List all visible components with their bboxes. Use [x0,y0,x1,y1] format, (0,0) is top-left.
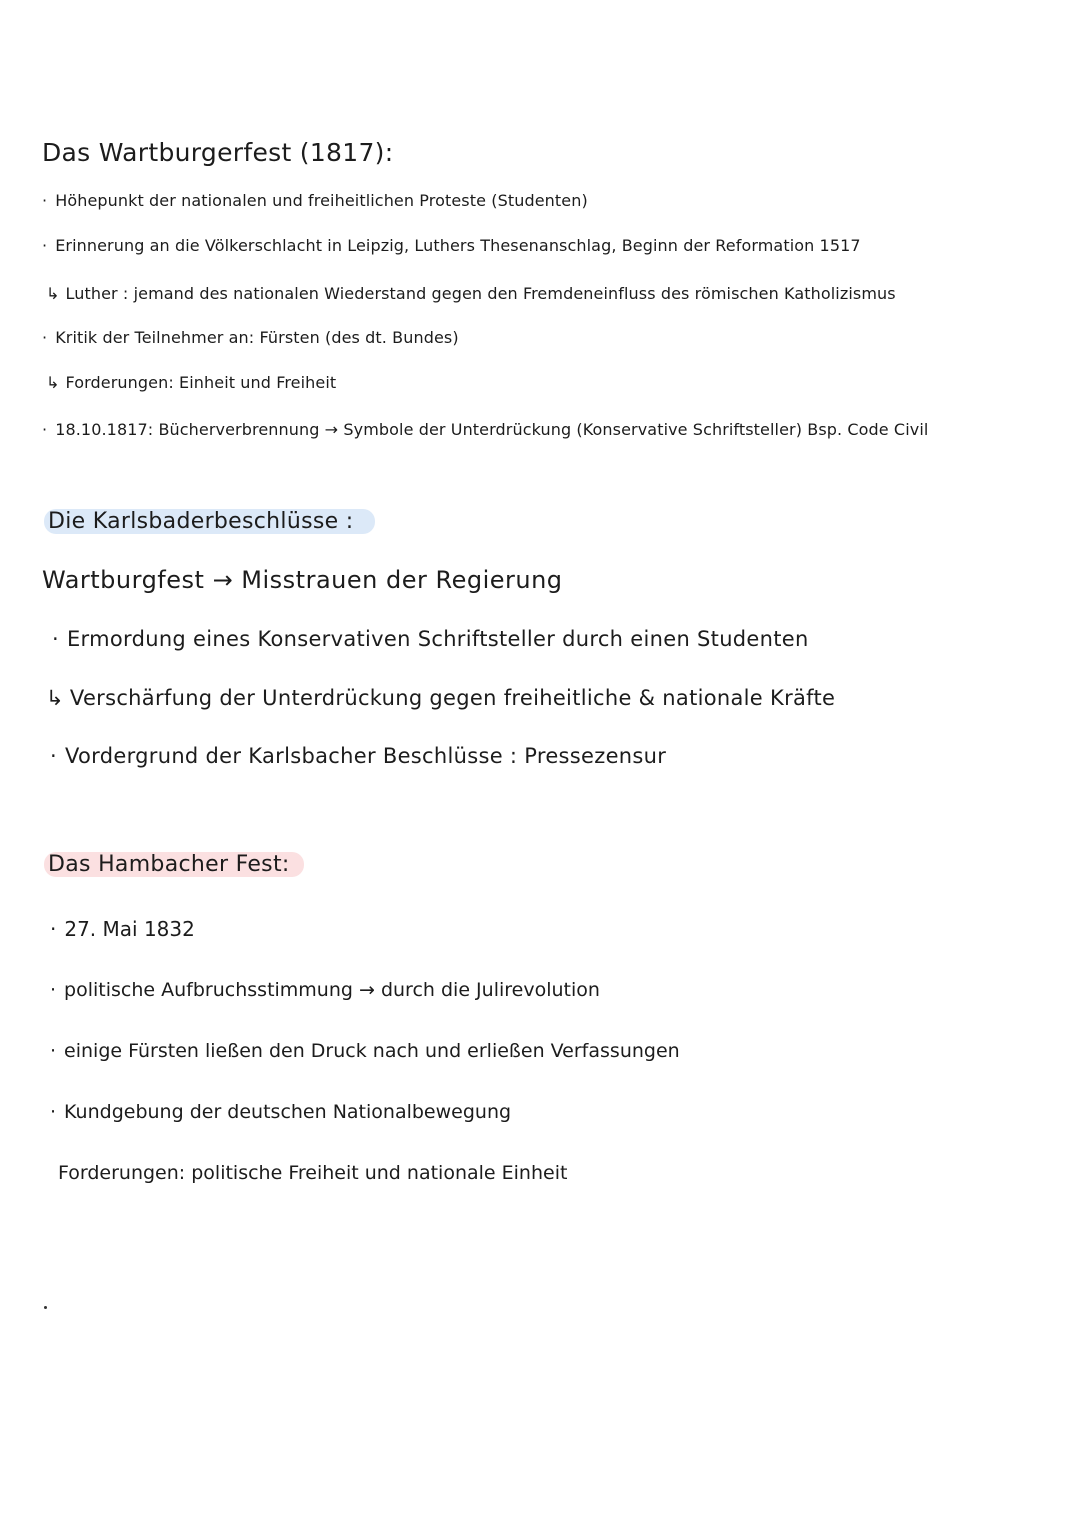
bullet-marker: · [50,744,57,768]
stray-dot [44,1306,47,1309]
bullet-marker: · [42,191,48,210]
note-line: · Kundgebung der deutschen Nationalbewegung [50,1101,512,1123]
note-line: · Ermordung eines Konservativen Schriftsteller durch einen Studenten [52,627,809,651]
section-title-karlsbad [44,509,375,534]
bullet-marker: · [42,328,48,347]
bullet-marker: · [50,917,57,941]
note-line: Forderungen: politische Freiheit und nationale Einheit [58,1162,568,1184]
section-title-wartburgfest: Das Wartburgerfest (1817): [42,138,394,167]
note-line: · 27. Mai 1832 [50,917,195,941]
note-line: · 18.10.1817: Bücherverbrennung → Symbole der Unterdrückung (Konservative Schriftsteller) Bsp. Code Civil [42,420,929,439]
arrow-hook-icon: ↳ [46,284,60,303]
note-line: · Höhepunkt der nationalen und freiheitlichen Proteste (Studenten) [42,191,588,210]
bullet-marker: · [42,236,48,255]
bullet-marker: · [50,1040,57,1062]
bullet-marker: · [50,979,57,1001]
note-line: ↳ Forderungen: Einheit und Freiheit [46,373,337,392]
arrow-hook-icon: ↳ [46,373,60,392]
bullet-marker: · [52,627,59,651]
note-line: · Erinnerung an die Völkerschlacht in Leipzig, Luthers Thesenanschlag, Beginn der Reformation 1517 [42,236,861,255]
note-line: ↳ Luther : jemand des nationalen Wiederstand gegen den Fremdeneinfluss des römischen Katholizismus [46,284,896,303]
note-line: ↳ Verschärfung der Unterdrückung gegen freiheitliche & nationale Kräfte [46,686,836,710]
note-line: · einige Fürsten ließen den Druck nach und erließen Verfassungen [50,1040,680,1062]
note-line: · Kritik der Teilnehmer an: Fürsten (des dt. Bundes) [42,328,459,347]
note-line: · politische Aufbruchsstimmung → durch die Julirevolution [50,979,600,1001]
bullet-marker: · [42,420,48,439]
title-highlight: Das Hambacher Fest: [44,852,304,877]
note-line: Wartburgfest → Misstrauen der Regierung [42,566,563,594]
section-title-hambach [44,852,304,877]
arrow-hook-icon: ↳ [46,686,64,710]
title-highlight: Die Karlsbaderbeschlüsse : [44,509,375,534]
bullet-marker: · [50,1101,57,1123]
note-line: · Vordergrund der Karlsbacher Beschlüsse : Pressezensur [50,744,667,768]
